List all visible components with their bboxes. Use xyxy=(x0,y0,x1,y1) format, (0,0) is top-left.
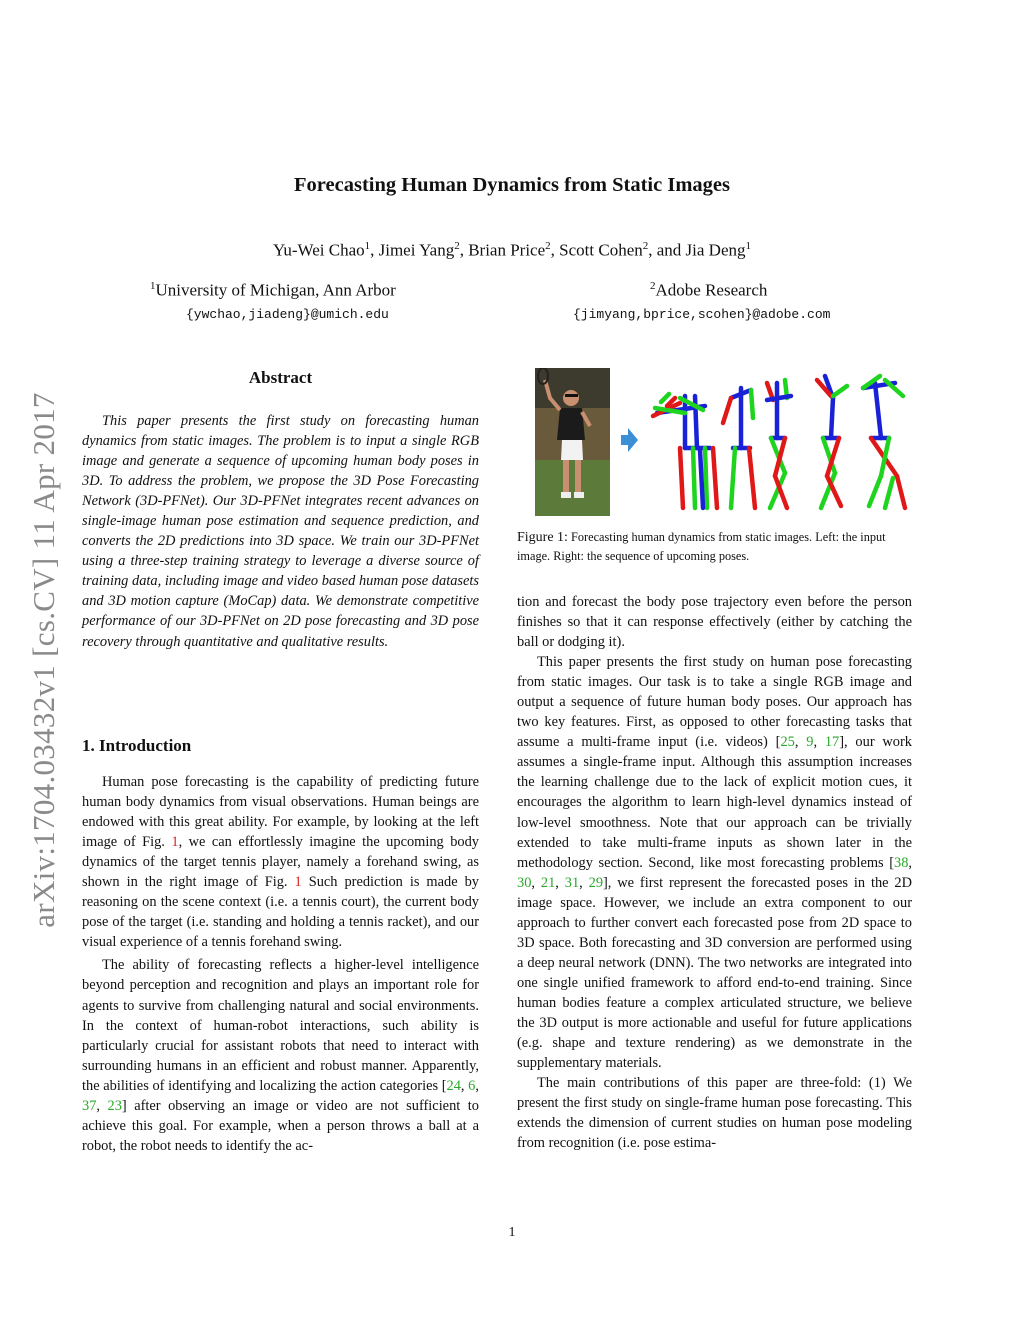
intro-paragraph: This paper presents the first study on human pose forecasting from static images. Our task is to take a single RGB image and output a sequence of future human body poses. Our approach has two key features. First, as opposed to other forecasting tasks that assume a multi-frame input (i.e. videos) [25, 9, 17], our work assumes a single-frame input. Although this assumption increases the learning challenge due to the lack of explicit motion cues, it encourages the algorithm to learn high-level dynamics instead of low-level smoothness. Note that our approach can be trivially extended to take multi-frame inputs as shown later in the methodology section. Second, like most forecasting problems [38, 30, 21, 31, 29], we first represent the forecasted poses in the 2D image space. However, we include an extra component to our approach to further convert each forecasted pose from 2D space to 3D space. Both forecasting and 3D conversion are performed using a deep neural network (DNN). The two networks are integrated into one single unified framework to afford end-to-end training. Since human bodies feature a complex articulated structure, we believe the 3D output is more actionable and useful for future applications (e.g. shape and texture rendering) as we demonstrate in the supplementary materials. xyxy=(517,654,913,1072)
affiliation-michigan: $^1$University of Michigan, Ann Arbor xyxy=(150,280,396,300)
figure-ref-link[interactable]: 1 xyxy=(171,834,179,851)
introduction-heading: 1. Introduction xyxy=(82,736,192,755)
author-name: Brian Price xyxy=(468,240,546,260)
pose-limb xyxy=(680,448,683,508)
intro-paragraph: Human pose forecasting is the capability of predicting future human body dynamics from visual observations. Human beings are endowed with this great ability. For example, by looking at the left image of Fig. 1, we can effortlessly imagine the upcoming body dynamics of the target tennis player, namely a forehand swing, as shown in the right image of Fig. 1 Such prediction is made by reasoning on the scene context (i.e. a tennis court), the current body pose of the target (i.e. standing and holding a tennis racket), and our visual experience of a tennis forehand swing. xyxy=(82,774,479,951)
citation-link[interactable]: 31 xyxy=(564,874,580,891)
citation-link[interactable]: 6 xyxy=(468,1077,476,1094)
input-image xyxy=(535,368,610,516)
pose-sequence xyxy=(653,376,905,508)
citation-link[interactable]: 21 xyxy=(540,874,556,891)
email-adobe[interactable]: {jimyang,bprice,scohen}@adobe.com xyxy=(573,307,831,322)
figure-1 xyxy=(535,368,915,518)
paper-title: Forecasting Human Dynamics from Static Images xyxy=(294,174,730,196)
abstract-text: This paper presents the first study on forecasting human dynamics from static images. The problem is to input a single RGB image and generate a sequence of upcoming human body poses in 3D. To address the problem, we propose the 3D Pose Forecasting Network (3D-PFNet). Our 3D-PFNet integrates recent advances on single-image human pose estimation and sequence prediction, and converts the 2D predictions into 3D space. We train our 3D-PFNet using a three-step training strategy to leverage a diverse source of training data, including image and video based human pose datasets and 3D motion capture (MoCap) data. We demonstrate competitive performance of our 3D-PFNet on 2D pose forecasting and 3D pose recovery through quantitative and qualitative results. xyxy=(82,413,479,650)
citation-link[interactable]: 17 xyxy=(824,734,840,751)
citation-link[interactable]: 9 xyxy=(806,734,814,751)
pose-limb xyxy=(869,476,881,506)
citation-link[interactable]: 30 xyxy=(517,874,532,891)
pose-limb xyxy=(705,448,707,508)
intro-paragraph: tion and forecast the body pose trajectory even before the person finishes so that it can response effectively (either by catching the ball or dodging it). xyxy=(517,594,912,651)
caption-text: Forecasting human dynamics from static images. Left: the input image. Right: the sequence of upcoming poses. xyxy=(517,530,886,563)
pose-limb xyxy=(831,398,833,438)
email-michigan[interactable]: {ywchao,jiadeng}@umich.edu xyxy=(186,307,389,322)
author-name: Yu-Wei Chao xyxy=(272,240,365,260)
pose-limb xyxy=(713,448,717,508)
author-list: Yu-Wei Chao$^1$, Jimei Yang$^2$, Brian Price$^2$, Scott Cohen$^2$, and Jia Deng$^1$ xyxy=(272,240,752,260)
abstract-heading: Abstract xyxy=(248,368,313,387)
pose-limb xyxy=(897,476,905,508)
citation-link[interactable]: 29 xyxy=(588,874,604,891)
pose-limb xyxy=(661,394,669,402)
citation-link[interactable]: 24 xyxy=(446,1077,461,1094)
arrow-icon xyxy=(621,428,638,452)
intro-paragraph: The main contributions of this paper are three-fold: (1) We present the first study on single-frame human pose forecasting. This extends the dimension of current studies on human pose modeling from recognition (i.e. pose estima- xyxy=(517,1075,912,1152)
intro-left-column xyxy=(82,772,479,1156)
arxiv-identifier: arXiv:1704.03432v1 [cs.CV] 11 Apr 2017 xyxy=(26,392,61,928)
page-number: 1 xyxy=(508,1225,516,1240)
pose-limb xyxy=(700,450,703,508)
pose-limb xyxy=(875,383,881,438)
figure-1-caption xyxy=(517,528,912,566)
pose-limb xyxy=(885,478,893,508)
intro-paragraph: The ability of forecasting reflects a higher-level intelligence beyond perception and recognition and plays an important role for agents to survive from challenging natural and social environments. In the context of human-robot interactions, such ability is particularly crucial for assistant robots that need to interact with surrounding humans in an efficient and robust manner. Apparently, the abilities of identifying and localizing the action categories [24, 6, 37, 23] after observing an image or video are not sufficient to achieve this goal. For example, when a person throws a ball at a robot, the robot needs to identify the ac- xyxy=(82,957,479,1154)
author-name: Jia Deng xyxy=(685,240,746,260)
citation-link[interactable]: 38 xyxy=(894,854,909,871)
pose-limb xyxy=(833,386,847,396)
intro-right-column xyxy=(517,592,912,1153)
author-name: Scott Cohen xyxy=(559,240,643,260)
figure-label: Figure 1: xyxy=(517,530,568,545)
citation-link[interactable]: 37 xyxy=(82,1097,97,1114)
pose-limb xyxy=(749,448,755,508)
pose-limb xyxy=(723,398,731,423)
citation-link[interactable]: 23 xyxy=(107,1097,122,1114)
affiliation-adobe: $^2$Adobe Research xyxy=(650,280,768,300)
pose-limb xyxy=(751,390,753,418)
pose-limb xyxy=(693,448,695,508)
author-name: Jimei Yang xyxy=(378,240,455,260)
pose-limb xyxy=(731,448,735,508)
figure-1-graphic xyxy=(535,368,915,518)
citation-link[interactable]: 25 xyxy=(780,734,795,751)
figure-ref-link[interactable]: 1 xyxy=(294,874,302,891)
